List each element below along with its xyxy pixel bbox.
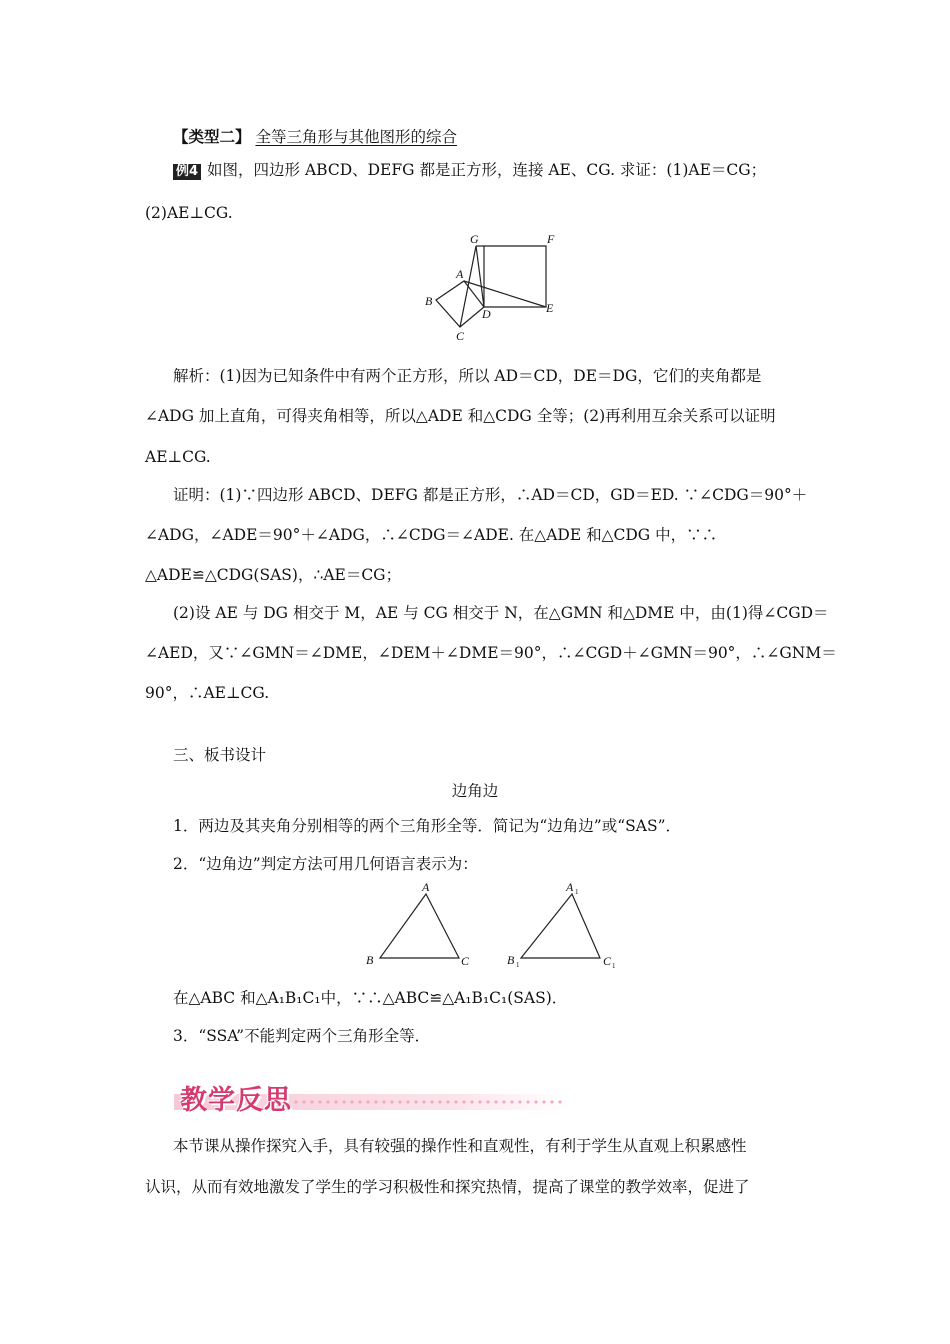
label-b: B: [425, 294, 433, 308]
segment-cg: [460, 246, 476, 327]
example-line1-text: 如图，四边形 ABCD、DEFG 都是正方形，连接 AE、CG. 求证：(1)AE＝CG；: [207, 161, 767, 179]
reflection-line2: 认识，从而有效地激发了学生的学习积极性和探究热情，提高了课堂的教学效率，促进了: [145, 1178, 750, 1196]
square-defg: [484, 246, 546, 307]
tri-label-b: B: [366, 953, 374, 967]
banner-dots: [292, 1099, 562, 1105]
proof-line4: (2)设 AE 与 DG 相交于 M，AE 与 CG 相交于 N，在△GMN 和△DME 中，由(1)得∠CGD＝: [173, 604, 829, 622]
label-d: D: [482, 307, 491, 321]
reflection-line1: 本节课从操作探究入手，具有较强的操作性和直观性，有利于学生从直观上积累感性: [173, 1137, 747, 1155]
section-type-tag: 【类型二】: [173, 127, 251, 146]
proof-line6: 90°，∴AE⊥CG.: [145, 684, 270, 702]
board-item3: 3．“SSA”不能判定两个三角形全等．: [173, 1027, 431, 1045]
section-type-title: 全等三角形与其他图形的综合: [255, 128, 457, 146]
tri-label-c1: C: [603, 954, 612, 968]
analysis-line3: AE⊥CG.: [145, 448, 211, 466]
board-heading: 三、板书设计: [173, 746, 267, 764]
triangle-a1b1c1: [521, 894, 600, 958]
example-badge: 例4: [173, 164, 201, 180]
analysis-line1: 解析：(1)因为已知条件中有两个正方形，所以 AD＝CD，DE＝DG，它们的夹角都是: [173, 367, 762, 385]
board-statement: 在△ABC 和△A₁B₁C₁中，∵∴△ABC≌△A₁B₁C₁(SAS)．: [173, 989, 568, 1007]
example-statement-line1: [173, 160, 766, 180]
proof-line1: 证明：(1)∵四边形 ABCD、DEFG 都是正方形，∴AD＝CD，GD＝ED. ∵∠CDG＝90°＋: [173, 486, 808, 504]
board-item1: 1．两边及其夹角分别相等的两个三角形全等．简记为“边角边”或“SAS”．: [173, 817, 681, 835]
squares-figure: [420, 230, 570, 345]
tri-label-b1: B: [507, 953, 515, 967]
proof-line2: ∠ADG，∠ADE＝90°＋∠ADG，∴∠CDG＝∠ADE. 在△ADE 和△CDG 中，∵∴: [145, 526, 718, 544]
reflection-banner: [174, 1078, 570, 1114]
banner-title: 教学反思: [180, 1085, 292, 1116]
square-abcd: [436, 281, 484, 327]
board-title: 边角边: [451, 782, 499, 800]
label-g: G: [470, 232, 479, 246]
tri-sub-a1: 1: [575, 888, 579, 896]
label-a: A: [456, 267, 464, 281]
section-heading: [173, 127, 457, 147]
label-f: F: [547, 232, 555, 246]
tri-sub-b1: 1: [516, 961, 520, 969]
tri-label-a: A: [422, 880, 430, 894]
proof-line5: ∠AED，又∵∠GMN＝∠DME，∠DEM＋∠DME＝90°，∴∠CGD＋∠GMN＝90°，∴∠GNM＝: [145, 644, 837, 662]
segment-ae: [464, 281, 546, 307]
tri-label-c: C: [461, 954, 470, 968]
tri-label-a1: A: [566, 880, 574, 894]
label-c: C: [456, 329, 465, 343]
triangle-abc: [380, 894, 459, 958]
proof-line3: △ADE≌△CDG(SAS)，∴AE＝CG；: [145, 566, 402, 584]
example-statement-line2: (2)AE⊥CG.: [145, 204, 233, 222]
board-item2: 2．“边角边”判定方法可用几何语言表示为：: [173, 855, 478, 873]
label-e: E: [546, 301, 554, 315]
analysis-line2: ∠ADG 加上直角，可得夹角相等，所以△ADE 和△CDG 全等；(2)再利用互余关系可以证明: [145, 407, 776, 425]
tri-sub-c1: 1: [612, 962, 616, 970]
triangles-figure: [360, 880, 630, 975]
